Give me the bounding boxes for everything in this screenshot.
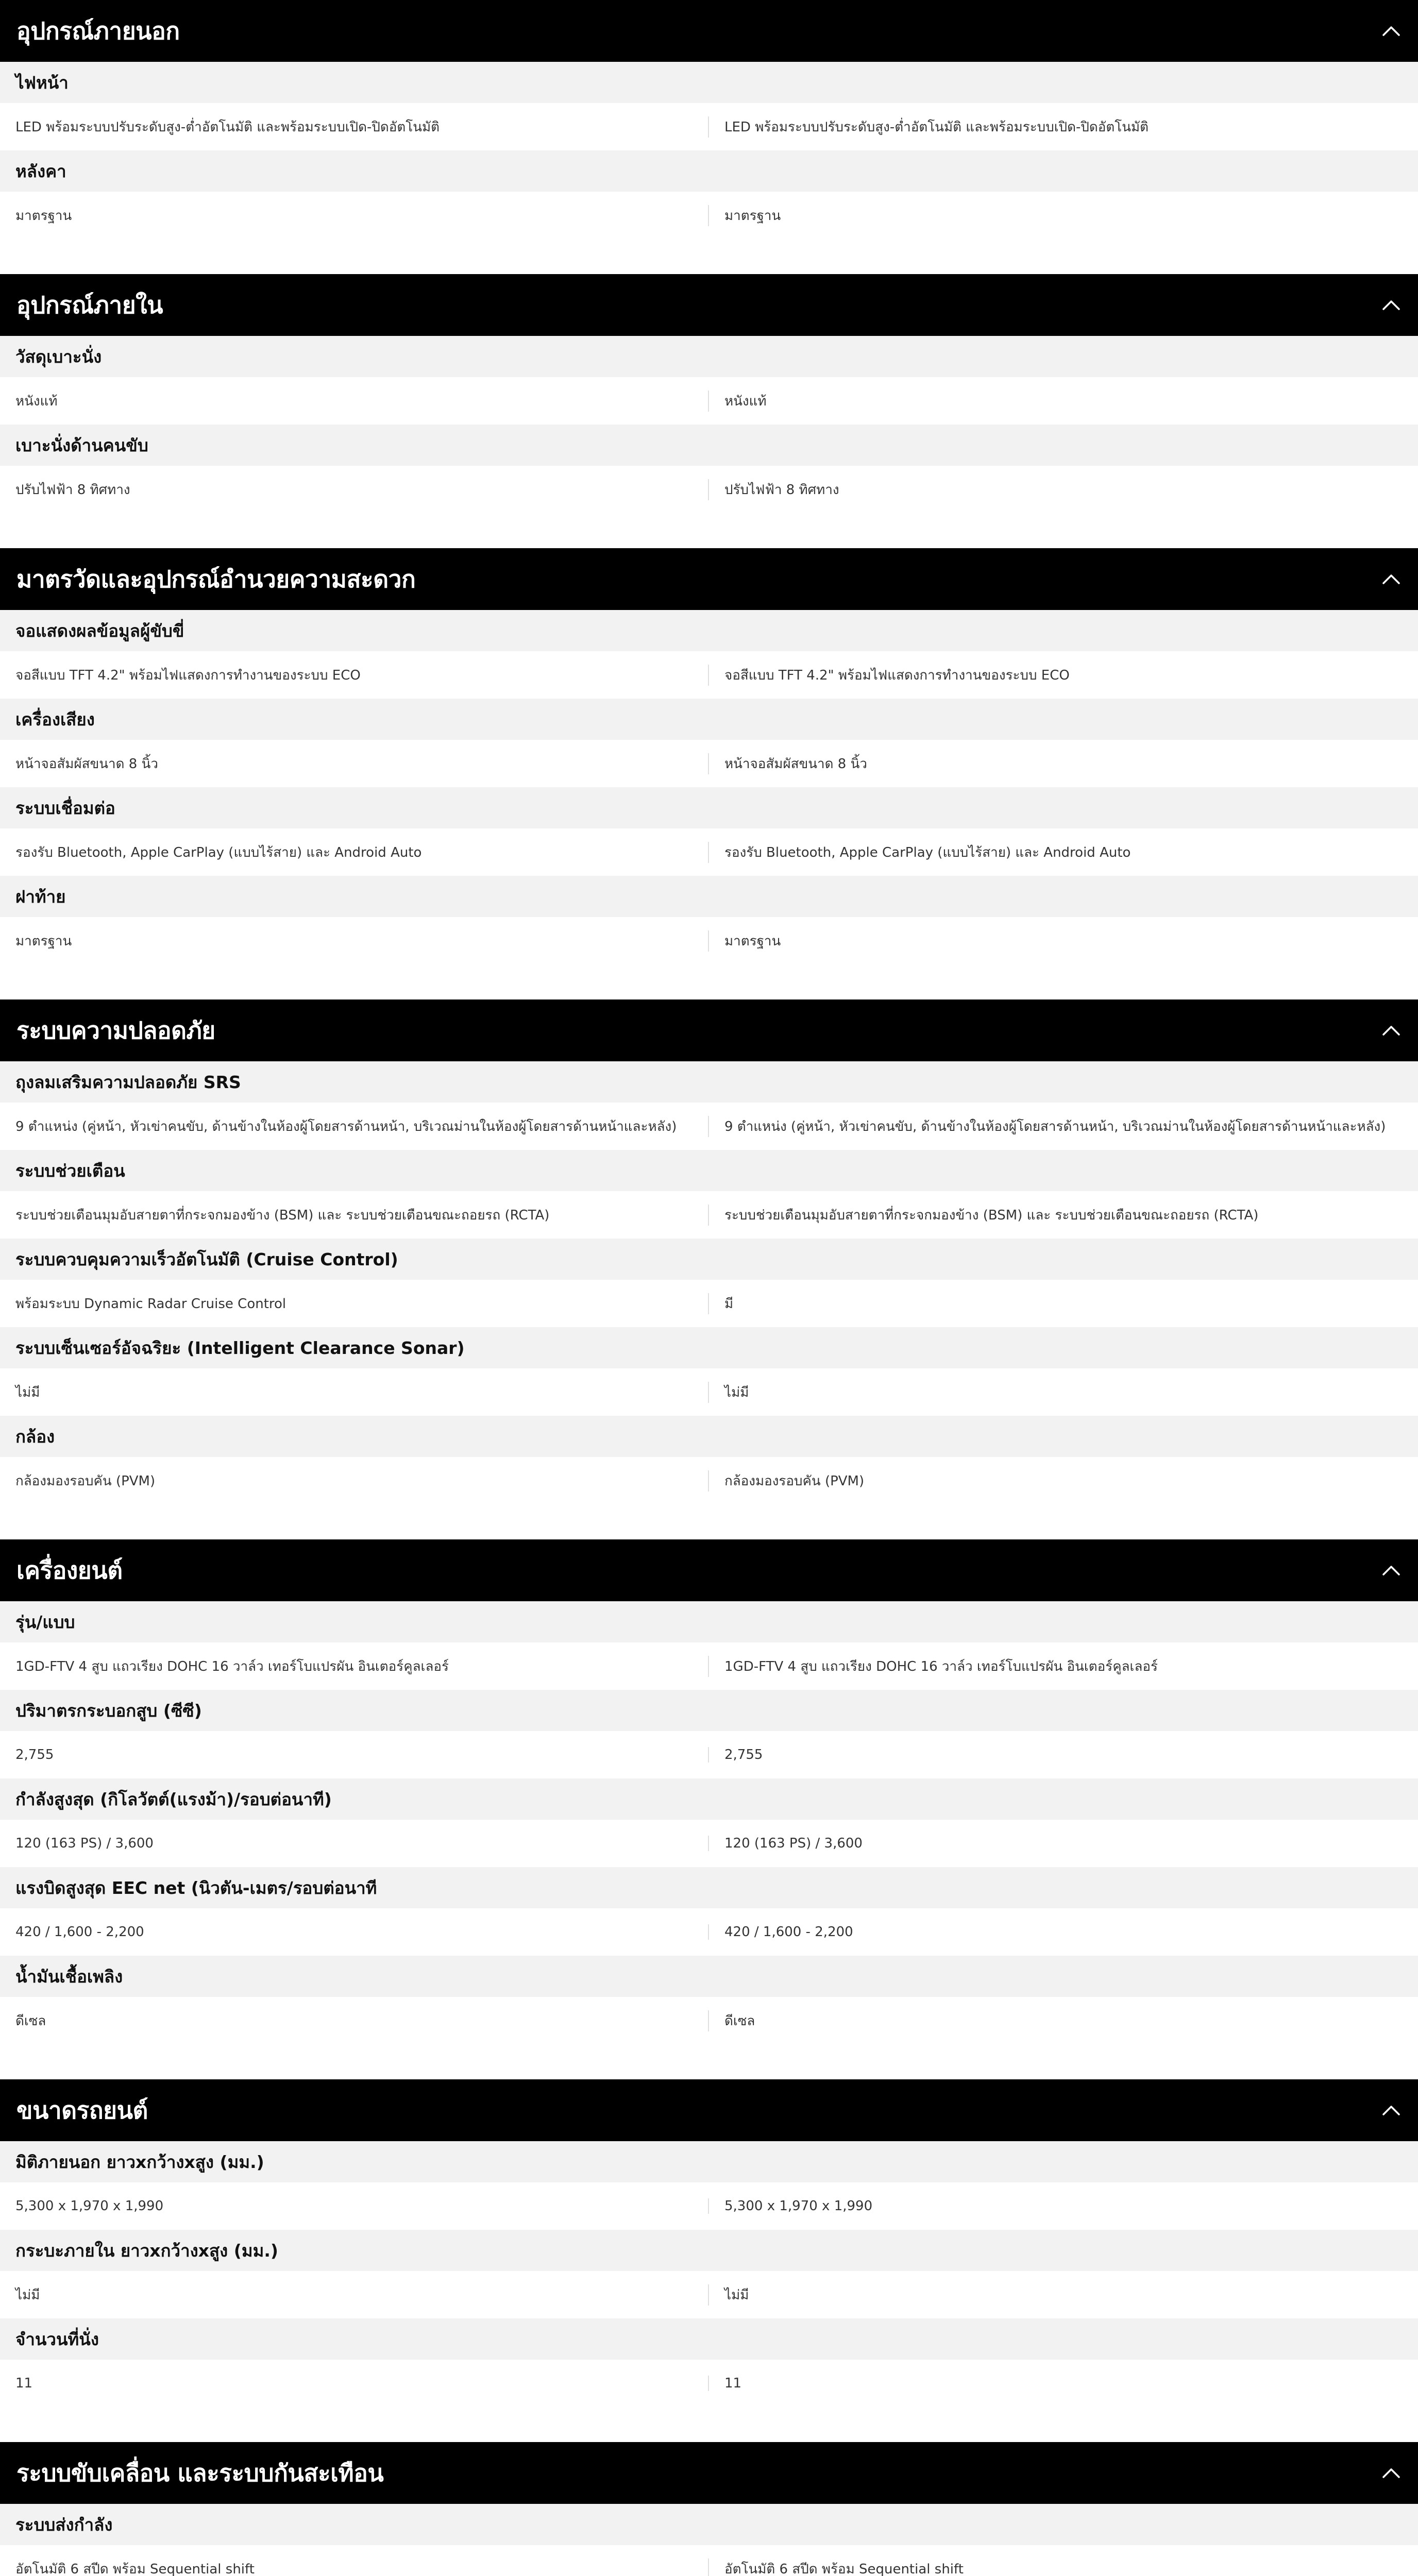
spec-value-left: 120 (163 PS) / 3,600 — [0, 1836, 709, 1851]
section-spacer — [0, 1504, 1418, 1539]
spec-values-row — [0, 2271, 1418, 2318]
spec-value-right: ปรับไฟฟ้า 8 ทิศทาง — [724, 482, 839, 498]
spec-values-row — [0, 103, 1418, 150]
spec-value-right: รองรับ Bluetooth, Apple CarPlay (แบบไร้สาย) และ Android Auto — [724, 844, 1131, 860]
spec-values-row — [0, 1368, 1418, 1416]
section-header[interactable] — [0, 274, 1418, 336]
section-title: อุปกรณ์ภายนอก — [16, 16, 180, 45]
spec-label: ปริมาตรกระบอกสูบ (ซีซี) — [0, 1690, 1418, 1731]
spec-label: แรงบิดสูงสุด EEC net (นิวตัน-เมตร/รอบต่อนาที — [0, 1867, 1418, 1908]
spec-value-right: หนังแท้ — [724, 393, 767, 409]
spec-value-right: LED พร้อมระบบปรับระดับสูง-ต่ำอัตโนมัติ และพร้อมระบบเปิด-ปิดอัตโนมัติ — [724, 119, 1149, 135]
spec-label: ระบบควบคุมความเร็วอัตโนมัติ (Cruise Control) — [0, 1239, 1418, 1280]
spec-value-left: 2,755 — [0, 1747, 709, 1762]
spec-label: เบาะนั่งด้านคนขับ — [0, 425, 1418, 466]
section-spacer — [0, 239, 1418, 274]
chevron-up-icon[interactable] — [1381, 21, 1402, 41]
spec-value-right: มาตรฐาน — [724, 208, 781, 224]
spec-value-left: 420 / 1,600 - 2,200 — [0, 1924, 709, 1940]
spec-values-row — [0, 1103, 1418, 1150]
spec-value-right: หน้าจอสัมผัสขนาด 8 นิ้ว — [724, 756, 867, 772]
spec-values-row — [0, 2545, 1418, 2576]
spec-value-left: กล้องมองรอบคัน (PVM) — [0, 1470, 709, 1492]
spec-label: ฝาท้าย — [0, 876, 1418, 917]
spec-value-left: มาตรฐาน — [0, 930, 709, 952]
spec-value-right: 9 ตำแหน่ง (คู่หน้า, หัวเข่าคนขับ, ด้านข้างในห้องผู้โดยสารด้านหน้า, บริเวณม่านในห้องผู้โดยสารด้านหน้าและหลัง) — [724, 1118, 1386, 1134]
spec-value-left: จอสีแบบ TFT 4.2" พร้อมไฟแสดงการทำงานของระบบ ECO — [0, 665, 709, 686]
spec-value-right: ดีเซล — [724, 2013, 755, 2029]
spec-section — [0, 274, 1418, 548]
section-header[interactable] — [0, 2442, 1418, 2504]
spec-label: กำลังสูงสุด (กิโลวัตต์(แรงม้า)/รอบต่อนาที) — [0, 1778, 1418, 1820]
spec-value-right: 11 — [724, 2376, 742, 2391]
spec-value-left: รองรับ Bluetooth, Apple CarPlay (แบบไร้สาย) และ Android Auto — [0, 842, 709, 863]
section-header[interactable] — [0, 999, 1418, 1061]
spec-values-row — [0, 740, 1418, 787]
spec-section — [0, 548, 1418, 999]
spec-value-right: ไม่มี — [724, 1384, 749, 1400]
spec-label: กระบะภายใน ยาวxกว้างxสูง (มม.) — [0, 2230, 1418, 2271]
section-spacer — [0, 2407, 1418, 2442]
spec-value-right: กล้องมองรอบคัน (PVM) — [724, 1473, 865, 1489]
spec-values-row — [0, 1731, 1418, 1778]
spec-value-right: อัตโนมัติ 6 สปีด พร้อม Sequential shift — [724, 2561, 964, 2576]
spec-value-left: หน้าจอสัมผัสขนาด 8 นิ้ว — [0, 753, 709, 774]
spec-section — [0, 0, 1418, 274]
spec-value-left: มาตรฐาน — [0, 205, 709, 226]
spec-label: กล้อง — [0, 1416, 1418, 1457]
section-header[interactable] — [0, 1539, 1418, 1601]
spec-values-row — [0, 1642, 1418, 1690]
spec-label: ระบบเซ็นเซอร์อัจฉริยะ (Intelligent Clearance Sonar) — [0, 1327, 1418, 1368]
spec-section — [0, 999, 1418, 1539]
spec-values-row — [0, 192, 1418, 239]
spec-label: หลังคา — [0, 150, 1418, 192]
spec-value-left: ไม่มี — [0, 2284, 709, 2306]
spec-value-left: หนังแท้ — [0, 391, 709, 412]
chevron-up-icon[interactable] — [1381, 1560, 1402, 1581]
spec-label: เครื่องเสียง — [0, 699, 1418, 740]
spec-value-left: อัตโนมัติ 6 สปีด พร้อม Sequential shift — [0, 2558, 709, 2576]
spec-values-row — [0, 2182, 1418, 2230]
spec-value-right: 1GD-FTV 4 สูบ แถวเรียง DOHC 16 วาล์ว เทอร์โบแปรผัน อินเตอร์คูลเลอร์ — [724, 1658, 1158, 1674]
spec-label: จอแสดงผลข้อมูลผู้ขับขี่ — [0, 610, 1418, 651]
spec-value-left: พร้อมระบบ Dynamic Radar Cruise Control — [0, 1293, 709, 1314]
section-title: มาตรวัดและอุปกรณ์อำนวยความสะดวก — [16, 565, 416, 593]
spec-label: จำนวนที่นั่ง — [0, 2318, 1418, 2360]
spec-value-left: 11 — [0, 2376, 709, 2391]
spec-value-left: 5,300 x 1,970 x 1,990 — [0, 2198, 709, 2214]
section-title: อุปกรณ์ภายใน — [16, 291, 163, 319]
spec-value-right: จอสีแบบ TFT 4.2" พร้อมไฟแสดงการทำงานของระบบ ECO — [724, 667, 1070, 683]
spec-value-left: ไม่มี — [0, 1382, 709, 1403]
spec-values-row — [0, 651, 1418, 699]
section-header[interactable] — [0, 2079, 1418, 2141]
spec-section — [0, 1539, 1418, 2079]
spec-section — [0, 2079, 1418, 2442]
section-title: ระบบความปลอดภัย — [16, 1016, 215, 1044]
spec-value-right: ระบบช่วยเตือนมุมอับสายตาที่กระจกมองข้าง (BSM) และ ระบบช่วยเตือนขณะถอยรถ (RCTA) — [724, 1207, 1259, 1223]
section-spacer — [0, 513, 1418, 548]
spec-value-left: ดีเซล — [0, 2010, 709, 2031]
chevron-up-icon[interactable] — [1381, 295, 1402, 315]
spec-values-row — [0, 1191, 1418, 1239]
spec-label: รุ่น/แบบ — [0, 1601, 1418, 1642]
spec-values-row — [0, 2360, 1418, 2407]
spec-values-row — [0, 1280, 1418, 1327]
spec-value-right: 2,755 — [724, 1747, 763, 1762]
spec-label: ระบบเชื่อมต่อ — [0, 787, 1418, 828]
spec-value-left: LED พร้อมระบบปรับระดับสูง-ต่ำอัตโนมัติ และพร้อมระบบเปิด-ปิดอัตโนมัติ — [0, 116, 709, 138]
section-title: ขนาดรถยนต์ — [16, 2096, 148, 2124]
section-title: เครื่องยนต์ — [16, 1556, 123, 1584]
spec-label: วัสดุเบาะนั่ง — [0, 336, 1418, 377]
chevron-up-icon[interactable] — [1381, 2100, 1402, 2121]
section-spacer — [0, 2044, 1418, 2079]
spec-value-left: ปรับไฟฟ้า 8 ทิศทาง — [0, 479, 709, 500]
spec-values-row — [0, 917, 1418, 964]
spec-value-left: 1GD-FTV 4 สูบ แถวเรียง DOHC 16 วาล์ว เทอร์โบแปรผัน อินเตอร์คูลเลอร์ — [0, 1656, 709, 1677]
spec-value-left: 9 ตำแหน่ง (คู่หน้า, หัวเข่าคนขับ, ด้านข้างในห้องผู้โดยสารด้านหน้า, บริเวณม่านในห้องผู้โดยสารด้านหน้าและหลัง) — [0, 1116, 709, 1137]
spec-value-right: ไม่มี — [724, 2287, 749, 2303]
chevron-up-icon[interactable] — [1381, 1020, 1402, 1041]
spec-label: ระบบช่วยเตือน — [0, 1150, 1418, 1191]
spec-values-row — [0, 377, 1418, 425]
spec-value-right: มาตรฐาน — [724, 933, 781, 949]
spec-value-right: 120 (163 PS) / 3,600 — [724, 1836, 863, 1851]
spec-values-row — [0, 1457, 1418, 1504]
chevron-up-icon[interactable] — [1381, 569, 1402, 589]
spec-label: ถุงลมเสริมความปลอดภัย SRS — [0, 1061, 1418, 1103]
spec-value-right: 420 / 1,600 - 2,200 — [724, 1924, 853, 1940]
section-title: ระบบขับเคลื่อน และระบบกันสะเทือน — [16, 2459, 384, 2487]
spec-label: มิติภายนอก ยาวxกว้างxสูง (มม.) — [0, 2141, 1418, 2182]
spec-section — [0, 2442, 1418, 2576]
spec-label: น้ำมันเชื้อเพลิง — [0, 1956, 1418, 1997]
section-header[interactable] — [0, 548, 1418, 610]
spec-values-row — [0, 1908, 1418, 1956]
spec-label: ระบบส่งกำลัง — [0, 2504, 1418, 2545]
spec-label: ไฟหน้า — [0, 62, 1418, 103]
spec-value-left: ระบบช่วยเตือนมุมอับสายตาที่กระจกมองข้าง (BSM) และ ระบบช่วยเตือนขณะถอยรถ (RCTA) — [0, 1205, 709, 1226]
spec-values-row — [0, 466, 1418, 513]
section-header[interactable] — [0, 0, 1418, 62]
spec-values-row — [0, 828, 1418, 876]
section-spacer — [0, 964, 1418, 999]
chevron-up-icon[interactable] — [1381, 2463, 1402, 2483]
spec-values-row — [0, 1820, 1418, 1867]
spec-value-right: มี — [724, 1296, 734, 1312]
spec-values-row — [0, 1997, 1418, 2044]
spec-value-right: 5,300 x 1,970 x 1,990 — [724, 2198, 873, 2214]
